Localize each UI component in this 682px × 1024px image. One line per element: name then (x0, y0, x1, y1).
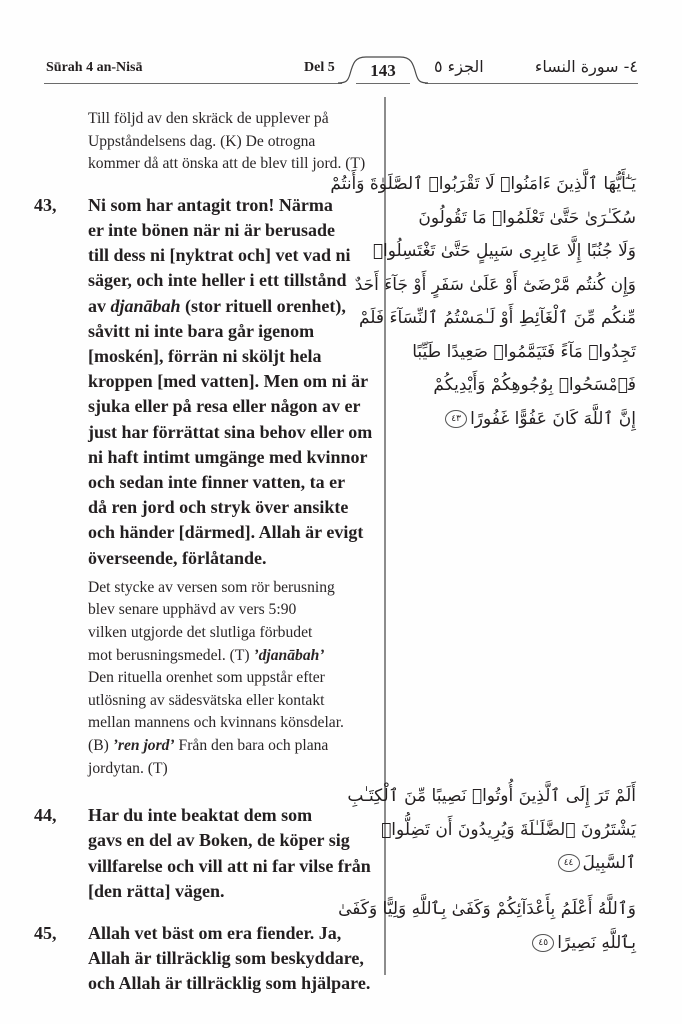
arabic-column (330, 168, 636, 953)
ayah-end-marker-icon: ٤٤ (558, 854, 580, 872)
verse-line: och sedan inte finner vatten, ta er (88, 472, 346, 493)
arabic-line: مِّنكُم مِّنَ ٱلْغَآئِطِ أَوْ لَـٰمَسْتُمُ ٱلنِّسَآءَ فَلَمْ (358, 308, 636, 328)
verse-line: [den rätta] vägen. (88, 880, 225, 901)
note-line: jordytan. (T) (88, 759, 168, 777)
page-number: 143 (370, 61, 396, 80)
note-line: blev senare upphävd av vers 5:90 (88, 601, 297, 619)
verse-line: sjuka eller på resa eller någon av er (88, 396, 361, 417)
text-run: mot berusningsmedel. (T) (88, 646, 254, 664)
glossary-term: ’ren jord’ (112, 736, 175, 754)
header-rule-left (44, 83, 342, 84)
note-line: Den rituella orenhet som uppstår efter (88, 669, 325, 687)
verse-line: [moskén], förrän ni sköljt hela (88, 346, 322, 366)
verse-line: kroppen [med vatten]. Men om ni är (88, 371, 369, 392)
note-line: Det stycke av versen som rör berusning (88, 578, 335, 596)
translation-column (34, 108, 378, 997)
verse-number: 45, (34, 922, 57, 943)
verse-line: gavs en del av Boken, de köper sig (88, 830, 350, 851)
ayah-end-marker-icon: ٤٥ (532, 934, 554, 952)
verse-line: och Allah är tillräcklig som hjälpare. (88, 973, 371, 994)
verse-line: såvitt ni inte bara går igenom (88, 320, 315, 341)
note-line (88, 735, 378, 758)
arabic-line: تَجِدُوا۟ مَآءً فَتَيَمَّمُوا۟ صَعِيدًا طَيِّبًا (412, 341, 636, 362)
arabic-line: يَـٰٓأَيُّهَا ٱلَّذِينَ ءَامَنُوا۟ لَا تَقْرَبُوا۟ ٱلصَّلَوٰةَ وَأَنتُمْ (330, 174, 636, 194)
note-line: utlösning av sädesvätska eller kontakt (88, 691, 325, 709)
text-run: av (88, 295, 111, 316)
verse-line: just har förrättat sina behov eller om (88, 421, 373, 442)
text-run: (stor rituell orenhet), (180, 295, 346, 316)
verse-line: villfarelse och vill att ni far vilse från (88, 855, 371, 876)
note-line (88, 645, 378, 668)
ayah-end-marker-icon: ٤٣ (445, 410, 467, 428)
verse-line: Allah vet bäst om era fiender. Ja, (88, 922, 342, 943)
verse-45 (34, 921, 378, 997)
verse-line: säger, och inte heller i ett tillstånd (88, 270, 347, 291)
header-rule-right (425, 83, 638, 84)
footnote-43 (88, 577, 378, 780)
note-line: mellan mannens och kvinnans könsdelar. (88, 714, 344, 732)
verse-number: 44, (34, 805, 57, 826)
verse-line: Ni som har antagit tron! Närma (88, 194, 333, 215)
verse-44 (34, 803, 378, 904)
page-number-tab (338, 54, 428, 86)
text-run: (B) (88, 736, 113, 754)
arabic-line: يَشْتَرُونَ ٱلضَّلَـٰلَةَ وَيُرِيدُونَ أَن تَضِلُّوا۟ (381, 819, 636, 840)
verse-line: överseende, förlåtande. (88, 547, 267, 568)
verse-number: 43, (34, 194, 57, 215)
header-part-arabic: الجزء ٥ (434, 57, 484, 76)
note-line: Till följd av den skräck de upplever på (88, 110, 329, 127)
arabic-line (398, 927, 636, 961)
verse-line: er inte bönen när ni är berusade (88, 219, 336, 240)
glossary-term: ’djanābah’ (253, 646, 325, 664)
footnote-continued (88, 108, 378, 176)
arabic-line: وَإِن كُنتُم مَّرْضَىٰٓ أَوْ عَلَىٰ سَفَرٍ أَوْ جَآءَ أَحَدٌ (354, 274, 636, 295)
arabic-line: وَلَا جُنُبًا إِلَّا عَابِرِى سَبِيلٍ حَتَّىٰ تَغْتَسِلُوا۟ (372, 241, 636, 261)
text-run: Från den bara och plana (174, 736, 329, 754)
ayah-45-arabic (338, 893, 636, 960)
verse-43 (34, 193, 378, 571)
arabic-line: سُكَـٰرَىٰ حَتَّىٰ تَعْلَمُوا۟ مَا تَقُولُونَ (418, 207, 636, 228)
verse-line: då ren jord och stryk över ansikte (88, 497, 349, 518)
arabic-line: فَٱمْسَحُوا۟ بِوُجُوهِكُمْ وَأَيْدِيكُمْ (433, 375, 636, 395)
transliterated-term: djanābah (110, 295, 181, 316)
verse-line (88, 294, 378, 319)
header-part-label: Del 5 (304, 60, 335, 75)
note-line: vilken utgjorde det slutliga förbudet (88, 624, 313, 642)
arabic-line: وَٱللَّهُ أَعْلَمُ بِأَعْدَآئِكُمْ وَكَفَىٰ بِٱللَّهِ وَلِيًّا وَكَفَىٰ (338, 899, 636, 919)
verse-line: till dess ni [nyktrat och] vet vad ni (88, 245, 351, 266)
verse-line: Allah är tillräcklig som beskyddare, (88, 948, 364, 969)
arabic-text: إِنَّ ٱللَّهَ كَانَ عَفُوًّا غَفُورًا (470, 408, 636, 429)
ayah-43-arabic (330, 168, 636, 436)
verse-line: och händer [därmed]. Allah är evigt (88, 522, 364, 543)
arabic-text: بِٱللَّهِ نَصِيرًا (557, 932, 636, 953)
arabic-line (398, 847, 636, 881)
arabic-line (398, 403, 636, 437)
header-surah-latin: Sūrah 4 an-Nisā (46, 60, 143, 75)
arabic-line: أَلَمْ تَرَ إِلَى ٱلَّذِينَ أُوتُوا۟ نَصِيبًا مِّنَ ٱلْكِتَـٰبِ (347, 786, 636, 806)
verse-line: Har du inte beaktat dem som (88, 805, 313, 826)
note-line: Uppståndelsens dag. (K) De otrogna (88, 132, 316, 150)
ayah-44-arabic (347, 780, 636, 881)
header-surah-arabic: ٤- سورة النساء (534, 57, 638, 76)
note-line: kommer då att önska att de blev till jord. (T) (88, 155, 366, 173)
arabic-text: ٱلسَّبِيلَ (582, 853, 636, 873)
verse-line: ni haft intimt umgänge med kvinnor (88, 446, 368, 467)
